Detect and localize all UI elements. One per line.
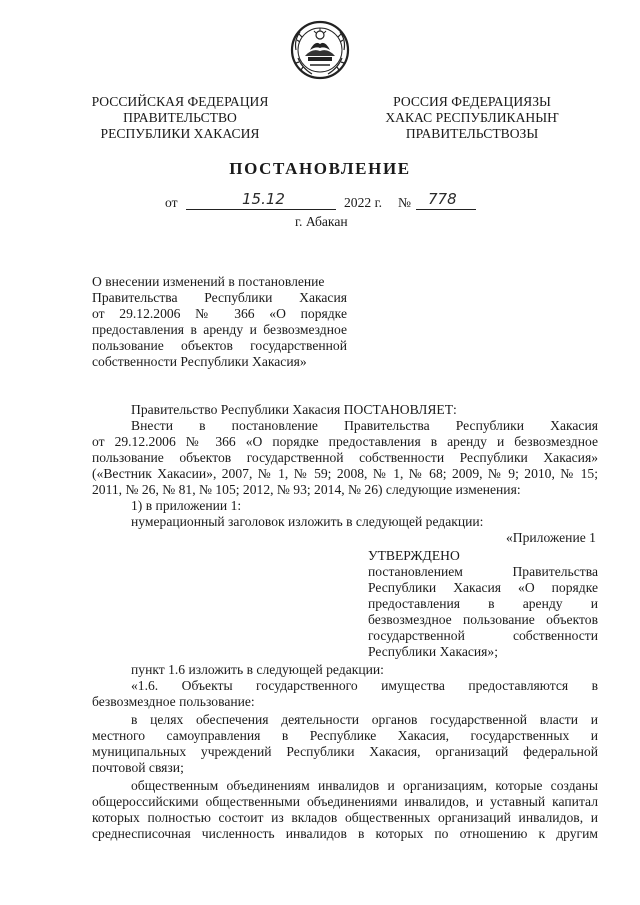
subject-line: собственности Республики Хакасия» bbox=[92, 354, 307, 369]
org-name-russian bbox=[80, 94, 280, 142]
year-label: 2022 г. bbox=[344, 195, 383, 210]
body-line: нумерационный заголовок изложить в следующей редакции: bbox=[131, 514, 484, 529]
date-handwritten: 15.12 bbox=[242, 190, 285, 208]
body-line: среднесписочная численность инвалидов в которых по отношению к другим bbox=[92, 826, 598, 841]
org-ru-line: РЕСПУБЛИКИ ХАКАСИЯ bbox=[100, 126, 260, 141]
subject-line: предоставления в аренду и безвозмездное bbox=[92, 322, 347, 337]
body-line: почтовой связи; bbox=[92, 760, 184, 775]
body-line: Правительство Республики Хакасия ПОСТАНОВЛЯЕТ: bbox=[131, 402, 457, 417]
appendix-label: «Приложение 1 bbox=[506, 530, 596, 545]
date-prefix: от bbox=[165, 195, 178, 210]
body-line: в целях обеспечения деятельности органов государственной власти и bbox=[131, 712, 598, 727]
city-label: г. Абакан bbox=[295, 214, 348, 229]
subject-line: О внесении изменений в постановление bbox=[92, 274, 325, 289]
org-kh-line: ПРАВИТЕЛЬСТВОЗЫ bbox=[405, 126, 539, 141]
org-name-khakas bbox=[372, 94, 572, 142]
org-kh-line: ХАКАС РЕСПУБЛИКАНЫҤ bbox=[385, 110, 559, 125]
body-line: пользование объектов государственной собственности Республики Хакасия» bbox=[92, 450, 598, 465]
body-line: местного самоуправления в Республике Хакасия, государственных и bbox=[92, 728, 598, 743]
body-line: 1) в приложении 1: bbox=[131, 498, 242, 513]
appendix-line: Республики Хакасия»; bbox=[368, 644, 499, 659]
body-line: Внести в постановление Правительства Республики Хакасия bbox=[131, 418, 598, 433]
body-line: пункт 1.6 изложить в следующей редакции: bbox=[131, 662, 384, 677]
subject-line: Правительства Республики Хакасия bbox=[92, 290, 347, 305]
body-line: которых полностью состоит из вкладов общественных организаций инвалидов, и bbox=[92, 810, 598, 825]
appendix-line: безвозмездное пользование объектов bbox=[368, 612, 598, 627]
appendix-line: предоставления в аренду и bbox=[368, 596, 598, 611]
subject-line: от 29.12.2006 № 366 «О порядке bbox=[92, 306, 347, 321]
approved-label: УТВЕРЖДЕНО bbox=[368, 548, 460, 563]
body-line: муниципальных учреждений Республики Хакасия, организаций федеральной bbox=[92, 744, 598, 759]
body-line: («Вестник Хакасии», 2007, № 1, № 59; 2008, № 1, № 68; 2009, № 9; 2010, № 15; bbox=[92, 466, 598, 481]
org-ru-line: РОССИЙСКАЯ ФЕДЕРАЦИЯ bbox=[91, 94, 269, 109]
org-kh-line: РОССИЯ ФЕДЕРАЦИЯЗЫ bbox=[393, 94, 551, 109]
number-handwritten: 778 bbox=[428, 190, 457, 208]
appendix-line: государственной собственности bbox=[368, 628, 598, 643]
org-ru-line: ПРАВИТЕЛЬСТВО bbox=[123, 110, 237, 125]
body-line: общественным объединениям инвалидов и организациям, которые созданы bbox=[131, 778, 598, 793]
body-line: безвозмездное пользование: bbox=[92, 694, 255, 709]
appendix-line: Республики Хакасия «О порядке bbox=[368, 580, 598, 595]
body-line: общероссийскими общественными объединениями инвалидов, и уставный капитал bbox=[92, 794, 598, 809]
body-line: от 29.12.2006 № 366 «О порядке предоставления в аренду и безвозмездное bbox=[92, 434, 598, 449]
appendix-line: постановлением Правительства bbox=[368, 564, 598, 579]
subject-line: пользование объектов государственной bbox=[92, 338, 347, 353]
body-line: «1.6. Объекты государственного имущества предоставляются в bbox=[131, 678, 598, 693]
number-sign: № bbox=[398, 195, 411, 210]
coat-of-arms-emblem bbox=[290, 20, 350, 80]
document-title: ПОСТАНОВЛЕНИЕ bbox=[229, 159, 411, 178]
body-line: 2011, № 26, № 81, № 105; 2012, № 93; 2014, № 26) следующие изменения: bbox=[92, 482, 521, 497]
